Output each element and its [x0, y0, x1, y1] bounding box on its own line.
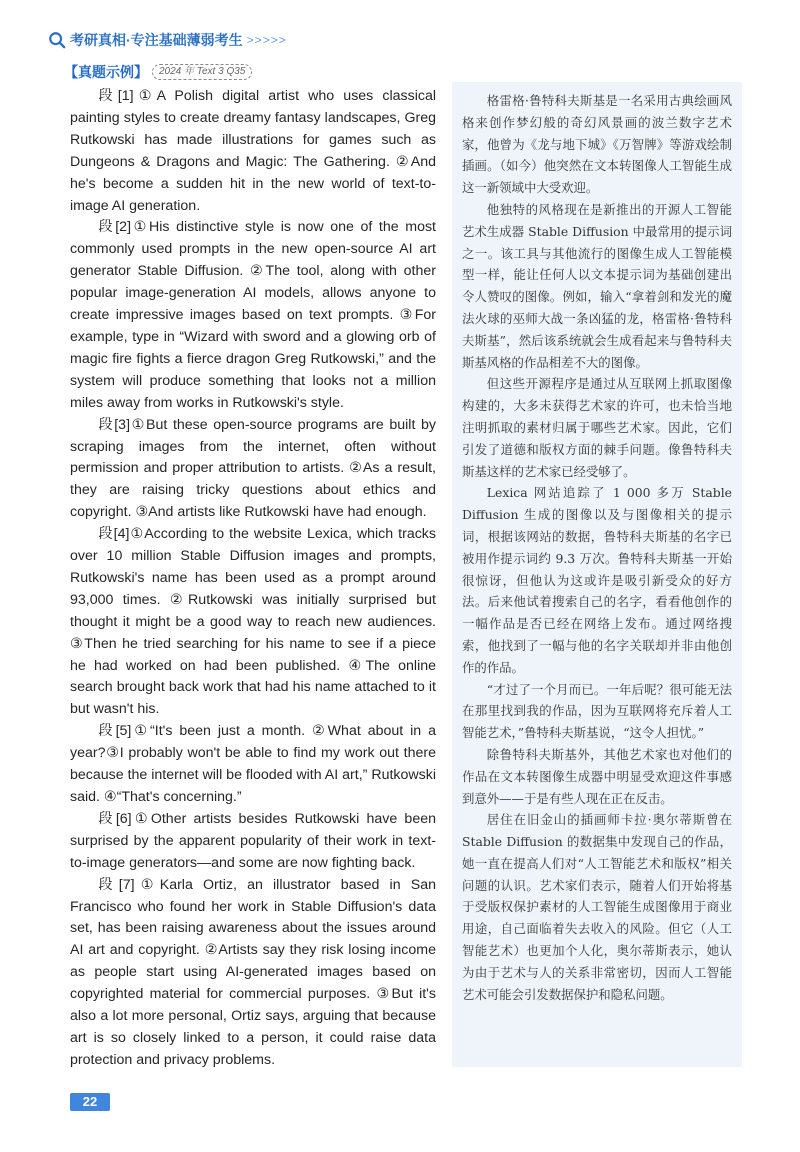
chinese-paragraph-4: Lexica 网站追踪了 1 000 多万 Stable Diffusion 生成的图像以及与图像相关的提示词，根据该网站的数据，鲁特科夫斯基的名字已被用作提示词约 9.3 万次。鲁特科夫斯基一开始很惊讶，但他认为这或许是吸引新受众的好方法。后来他试着搜索自己的名字，看看他创作的一幅作品是否已经在网络上发布。通过网络搜索，他找到了一幅与他的名字关联却并非由他创作的作品。 [462, 485, 732, 675]
example-title: 【真题示例】 [64, 64, 148, 80]
example-label [64, 62, 252, 82]
chinese-paragraph-7: 居住在旧金山的插画师卡拉·奥尔蒂斯曾在 Stable Diffusion 的数据集中发现自己的作品，她一直在提高人们对“人工智能艺术和版权”相关问题的认识。艺术家们表示，随着人们开始将基于受版权保护素材的人工智能生成图像用于商业用途，自己面临着失去收入的风险。但它（人工智能艺术）也更加个人化，奥尔蒂斯表示，她认为由于艺术与人的关系非常密切，因而人工智能艺术可能会引发数据保护和隐私问题。 [462, 812, 732, 1002]
page-number: 22 [70, 1093, 110, 1111]
chinese-paragraph-1: 格雷格·鲁特科夫斯基是一名采用古典绘画风格来创作梦幻般的奇幻风景画的波兰数字艺术家，他曾为《龙与地下城》《万智牌》等游戏绘制插画。（如今）他突然在文本转图像人工智能生成这一新领域中大受欢迎。 [462, 93, 732, 196]
english-paragraph-6: 段[6]①Other artists besides Rutkowski have been surprised by the apparent popularity of their work in text-to-image generators—and some are now fighting back. [70, 810, 436, 871]
chinese-paragraph-3: 但这些开源程序是通过从互联网上抓取图像构建的，大多未获得艺术家的许可，也未恰当地注明抓取的素材归属于哪些艺术家。因此，它们引发了道德和版权方面的棘手问题。像鲁特科夫斯基这样的艺术家已经受够了。 [462, 376, 732, 479]
search-icon [48, 31, 66, 49]
example-source-tag: 2024 年 Text 3 Q35 [152, 64, 252, 80]
page-header [48, 28, 287, 52]
english-passage [70, 86, 436, 1072]
english-paragraph-7: 段[7]①Karla Ortiz, an illustrator based in San Francisco who found her work in Stable Diffusion's data set, has been raising awareness about the issues around AI art and copyright. ②Artists say they risk losing income as people start using AI-generated images based on copyrighted material for commercial purposes. ③But it's also a lot more personal, Ortiz says, arguing that because art is so closely linked to a person, it could raise data protection and privacy problems. [70, 876, 436, 1068]
header-arrows: >>>>> [246, 33, 287, 47]
chinese-paragraph-6: 除鲁特科夫斯基外，其他艺术家也对他们的作品在文本转图像生成器中明显受欢迎这件事感到意外——于是有些人现在正在反击。 [462, 746, 732, 806]
english-paragraph-4: 段[4]①According to the website Lexica, which tracks over 10 million Stable Diffusion images and prompts, Rutkowski's name has been used as a prompt around 93,000 times. ②Rutkowski was initially surprised but thought it might be a good way to reach new audiences. ③Then he tried searching for his name to see if a piece he had worked on had been published. ④The online search brought back work that had his name attached to it but wasn't his. [70, 526, 436, 718]
chinese-paragraph-2: 他独特的风格现在是新推出的开源人工智能艺术生成器 Stable Diffusion 中最常用的提示词之一。该工具与其他流行的图像生成人工智能模型一样，能让任何人以文本提示词为基础创建出令人赞叹的图像。例如，输入“拿着剑和发光的魔法火球的巫师大战一条凶猛的龙，格雷格·鲁特科夫斯基”，然后该系统就会生成看起来与鲁特科夫斯基风格的作品相差不大的图像。 [462, 201, 732, 370]
english-paragraph-3: 段[3]①But these open-source programs are built by scraping images from the internet, often without permission and proper attribution to artists. ②As a result, they are raising tricky questions about ethics and copyright. ③And artists like Rutkowski have had enough. [70, 416, 436, 521]
english-paragraph-1: 段[1]①A Polish digital artist who uses classical painting styles to create dreamy fantasy landscapes, Greg Rutkowski has made illustrations for games such as Dungeons & Dragons and Magic: The Gathering. ②And he's become a sudden hit in the new world of text-to-image AI generation. [70, 88, 436, 214]
english-paragraph-5: 段[5]①“It's been just a month. ②What about in a year?③I probably won't be able to find my work out there because the internet will be flooded with AI art,” Rutkowski said. ④“That's concerning.” [70, 723, 436, 805]
english-paragraph-2: 段[2]①His distinctive style is now one of the most commonly used prompts in the new open-source AI art generator Stable Diffusion. ②The tool, along with other popular image-generation AI models, allows anyone to create impressive images based on text prompts. ③For example, type in “Wizard with sword and a glowing orb of magic fire fights a fierce dragon Greg Rutkowski,” and the system will produce something that looks not a million miles away from works in Rutkowski's style. [70, 219, 436, 411]
chinese-paragraph-5: “才过了一个月而已。一年后呢？很可能无法在那里找到我的作品，因为互联网将充斥着人工智能艺术，”鲁特科夫斯基说，“这令人担忧。” [462, 681, 732, 741]
header-title: 考研真相·专注基础薄弱考生 [70, 32, 243, 48]
chinese-translation [452, 82, 742, 1067]
